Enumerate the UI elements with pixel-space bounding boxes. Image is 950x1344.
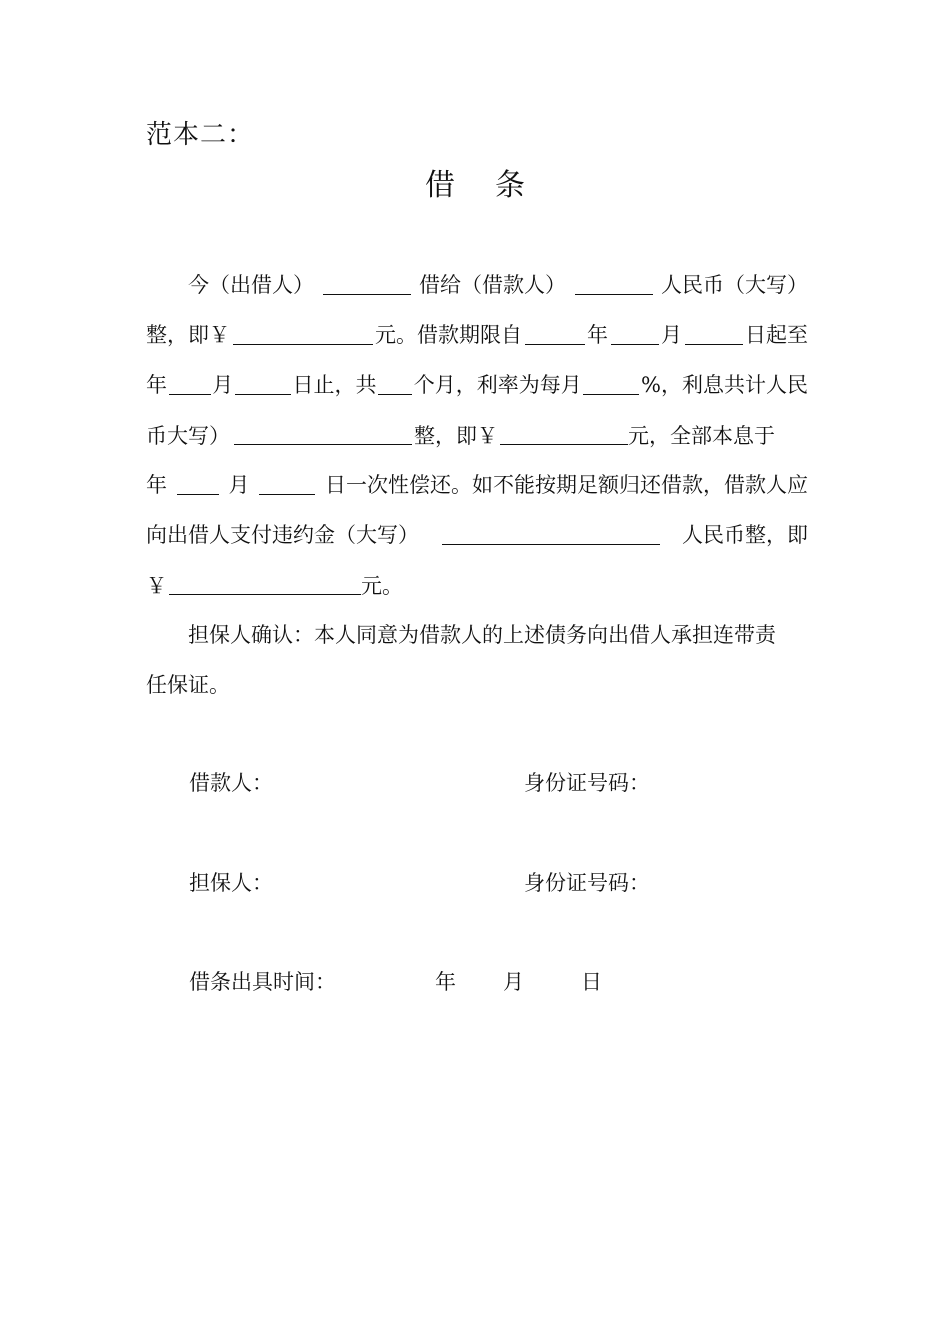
blank-amount-yen[interactable] [233, 320, 373, 345]
paragraph-line-6 [146, 520, 808, 550]
text-month: 月 [228, 473, 250, 497]
text-lender: 今（出借人） [188, 273, 314, 297]
paragraph-line-1 [146, 270, 808, 300]
guarantor-id-label: 身份证号码： [524, 871, 650, 895]
guarantee-line-1 [146, 620, 808, 650]
blank-interest-capital[interactable] [234, 420, 412, 445]
paragraph-line-4 [146, 420, 808, 450]
text-repay-terms: 日一次性偿还。如不能按期足额归还借款，借款人应 [325, 473, 808, 497]
blank-start-month[interactable] [611, 320, 659, 345]
text-percent-interest: %，利息共计人民 [641, 373, 808, 397]
blank-repay-month[interactable] [259, 470, 315, 495]
text-year: 年 [587, 323, 608, 347]
guarantee-text-1: 担保人确认：本人同意为借款人的上述债务向出借人承担连带责 [188, 623, 776, 647]
blank-start-year[interactable] [525, 320, 585, 345]
issue-month-label: 月 [503, 970, 524, 994]
blank-penalty-capital[interactable] [442, 520, 660, 545]
blank-end-year[interactable] [169, 370, 211, 395]
paragraph-line-5 [146, 470, 808, 500]
blank-borrower-name[interactable] [575, 270, 653, 295]
paragraph-line-2 [146, 320, 808, 350]
text-monthly-rate: 个月，利率为每月 [413, 373, 582, 397]
blank-interest-yen[interactable] [500, 420, 628, 445]
text-yen-sign: ￥ [146, 574, 167, 598]
text-month: 月 [212, 373, 234, 397]
text-rmb-capital-2: 币大写） [146, 424, 230, 448]
text-loan-period-from: 元。借款期限自 [375, 323, 522, 347]
template-label: 范本二： [146, 120, 255, 150]
text-rmb-whole: 人民币整，即 [682, 523, 808, 547]
issue-time-label: 借条出具时间： [189, 970, 336, 994]
issue-year-label: 年 [435, 970, 456, 994]
issue-day-label: 日 [581, 970, 602, 994]
text-year: 年 [146, 473, 167, 497]
paragraph-line-3 [146, 370, 808, 400]
text-lend-to: 借给（借款人） [419, 273, 566, 297]
borrower-label: 借款人： [189, 771, 273, 795]
text-yuan: 元。 [361, 574, 403, 598]
text-principal-due: 元，全部本息于 [628, 424, 775, 448]
text-penalty: 向出借人支付违约金（大写） [146, 523, 419, 547]
blank-penalty-yen[interactable] [169, 570, 361, 595]
guarantee-text-2: 任保证。 [146, 673, 230, 697]
text-rmb-capital: 人民币（大写） [661, 273, 808, 297]
text-whole-yen: 整，即￥ [146, 323, 230, 347]
document-title: 借条 [425, 168, 565, 203]
text-year: 年 [146, 373, 167, 397]
text-whole-yen-2: 整，即￥ [414, 424, 498, 448]
paragraph-line-7 [146, 570, 808, 600]
text-day-total: 日止，共 [292, 373, 377, 397]
blank-end-month[interactable] [235, 370, 291, 395]
text-month: 月 [661, 323, 682, 347]
blank-lender-name[interactable] [323, 270, 411, 295]
guarantee-line-2 [146, 670, 808, 700]
blank-repay-year[interactable] [177, 470, 219, 495]
text-day-until: 日起至 [745, 323, 808, 347]
guarantor-label: 担保人： [189, 871, 273, 895]
blank-start-day[interactable] [685, 320, 743, 345]
blank-interest-rate[interactable] [583, 370, 639, 395]
blank-months-count[interactable] [378, 370, 412, 395]
borrower-id-label: 身份证号码： [524, 771, 650, 795]
